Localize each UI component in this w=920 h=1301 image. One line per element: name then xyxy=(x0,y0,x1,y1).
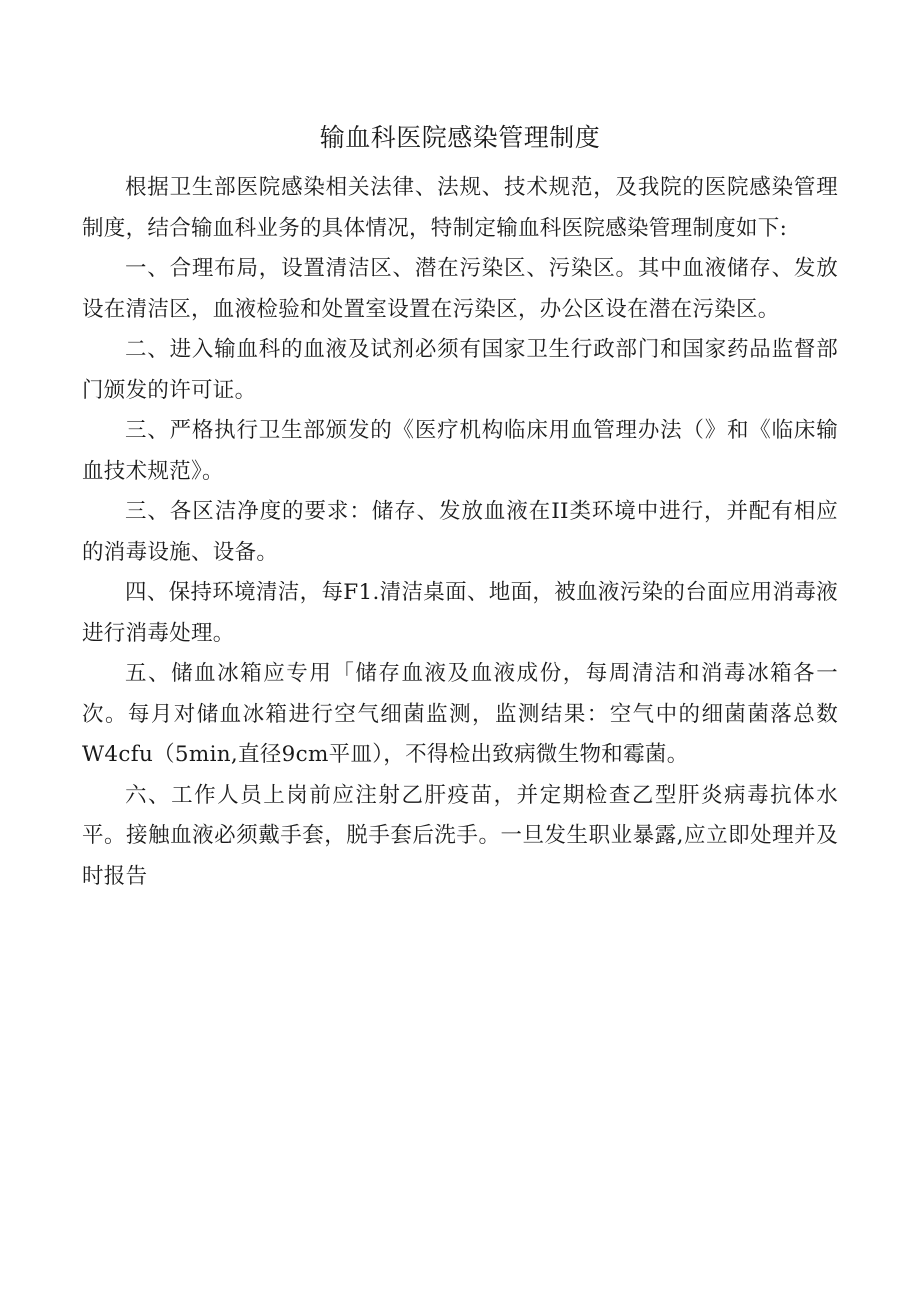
paragraph-layout: 一、合理布局，设置清洁区、潜在污染区、污染区。其中血液储存、发放设在清洁区，血液检验和处置室设置在污染区，办公区设在潜在污染区。 xyxy=(82,256,838,322)
paragraph-regulations: 三、严格执行卫生部颁发的《医疗机构临床用血管理办法（》和《临床输血技术规范》。 xyxy=(82,418,838,484)
paragraph-intro: 根据卫生部医院感染相关法律、法规、技术规范，及我院的医院感染管理制度，结合输血科业务的具体情况，特制定输血科医院感染管理制度如下: xyxy=(82,175,838,241)
document-body xyxy=(82,168,838,897)
paragraph-refrigerator: 五、储血冰箱应专用「储存血液及血液成份，每周清洁和消毒冰箱各一次。每月对储血冰箱进行空气细菌监测，监测结果：空气中的细菌菌落总数W4cfu（5min,直径9cm平皿），不得检出致病微生物和霉菌。 xyxy=(82,661,838,767)
paragraph-cleanliness: 三、各区洁净度的要求：储存、发放血液在II类环境中进行，并配有相应的消毒设施、设备。 xyxy=(82,499,838,565)
document-title: 输血科医院感染管理制度 xyxy=(319,123,601,152)
paragraph-permits: 二、进入输血科的血液及试剂必须有国家卫生行政部门和国家药品监督部门颁发的许可证。 xyxy=(82,337,838,403)
paragraph-staff-safety: 六、工作人员上岗前应注射乙肝疫苗，并定期检查乙型肝炎病毒抗体水平。接触血液必须戴手套，脱手套后洗手。一旦发生职业暴露,应立即处理并及时报告 xyxy=(82,782,838,889)
paragraph-environment: 四、保持环境清洁，每F1.清洁桌面、地面，被血液污染的台面应用消毒液进行消毒处理。 xyxy=(82,580,838,646)
